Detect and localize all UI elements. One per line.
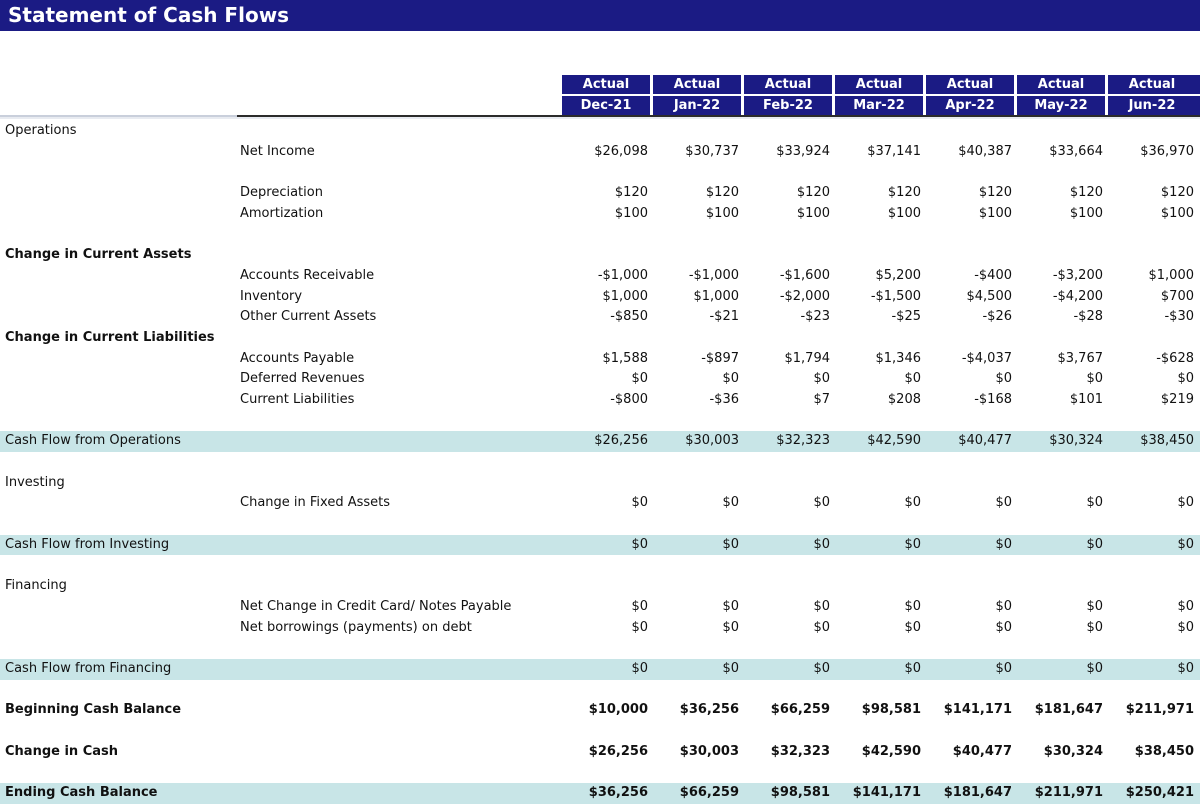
cell-value: $0	[722, 660, 739, 676]
cell-value: $32,323	[776, 433, 830, 449]
cell-value: -$25	[891, 309, 921, 325]
blank-row	[0, 762, 1200, 783]
table-row-net-borrowings-payments-on-debt	[0, 618, 1200, 639]
table-row-cash-flow-from-investing	[0, 535, 1200, 556]
cell-value: $33,924	[776, 143, 830, 159]
cell-value: $0	[995, 495, 1012, 511]
table-row-depreciation	[0, 183, 1200, 204]
table-row-change-in-cash	[0, 742, 1200, 763]
table-row-change-in-current-assets	[0, 245, 1200, 266]
cell-value: $0	[631, 660, 648, 676]
column-header-status: Actual	[1108, 75, 1196, 94]
row-label	[0, 514, 562, 535]
cell-value: $36,256	[679, 702, 739, 718]
row-label: Beginning Cash Balance	[5, 702, 182, 718]
cell-value: $0	[904, 536, 921, 552]
cell-value: $40,387	[958, 143, 1012, 159]
row-label: Depreciation	[240, 185, 323, 201]
header-sliver-top	[1196, 75, 1200, 94]
table-body	[0, 121, 1200, 804]
row-label: Operations	[5, 123, 77, 138]
cell-value: $0	[904, 495, 921, 511]
cell-value: $98,581	[770, 785, 830, 800]
cell-value: $0	[1086, 619, 1103, 635]
cell-value: $0	[995, 619, 1012, 635]
column-headers	[562, 75, 1199, 115]
cell-value: $141,171	[943, 702, 1012, 718]
row-label: Cash Flow from Operations	[5, 433, 181, 449]
cell-value: $208	[887, 391, 921, 407]
column-jun-22	[1108, 75, 1199, 115]
cell-value: -$23	[800, 309, 830, 325]
column-header-period: Jan-22	[653, 96, 741, 115]
column-header-status: Actual	[744, 75, 832, 94]
table-row-net-change-in-credit-card-notes-payable	[0, 597, 1200, 618]
row-label	[0, 411, 562, 432]
cell-value: $211,971	[1125, 702, 1194, 718]
column-header-period: Feb-22	[744, 96, 832, 115]
cell-value: $26,098	[594, 143, 648, 159]
cell-value: $0	[1177, 660, 1194, 676]
cell-value: $30,003	[679, 743, 739, 759]
table-row-operations	[0, 121, 1200, 142]
table-row-accounts-receivable	[0, 266, 1200, 287]
column-header-period: Mar-22	[835, 96, 923, 115]
row-label	[0, 224, 562, 245]
blank-row	[0, 411, 1200, 432]
cell-value: $120	[1069, 185, 1103, 201]
cell-value: $0	[995, 536, 1012, 552]
table-row-net-income	[0, 142, 1200, 163]
cell-value: -$400	[974, 267, 1012, 283]
row-label: Current Liabilities	[240, 391, 355, 407]
cell-value: $120	[705, 185, 739, 201]
cell-value: $0	[995, 371, 1012, 387]
row-label: Change in Cash	[5, 743, 119, 759]
table-row-deferred-revenues	[0, 369, 1200, 390]
blank-row	[0, 638, 1200, 659]
column-header-period: Dec-21	[562, 96, 650, 115]
cell-value: $26,256	[594, 433, 648, 449]
cell-value: $0	[1177, 495, 1194, 511]
table-row-ending-cash-balance	[0, 783, 1200, 804]
table-row-current-liabilities	[0, 390, 1200, 411]
cell-value: $30,003	[685, 433, 739, 449]
table-row-investing	[0, 473, 1200, 494]
cell-value: -$28	[1073, 309, 1103, 325]
row-label: Ending Cash Balance	[5, 785, 158, 800]
header-sliver-bottom	[1196, 96, 1200, 115]
row-label	[0, 162, 562, 183]
cell-value: $0	[722, 371, 739, 387]
cell-value: $1,588	[602, 350, 648, 366]
cell-value: $42,590	[867, 433, 921, 449]
cell-value: $100	[614, 205, 648, 221]
row-label: Accounts Receivable	[240, 267, 375, 283]
cell-value: $0	[813, 371, 830, 387]
cell-value: $0	[1177, 371, 1194, 387]
cell-value: $0	[631, 495, 648, 511]
cell-value: $0	[631, 371, 648, 387]
cell-value: $0	[995, 660, 1012, 676]
row-label: Investing	[5, 474, 65, 490]
column-mar-22	[835, 75, 926, 115]
column-may-22	[1017, 75, 1108, 115]
row-label: Other Current Assets	[240, 309, 377, 325]
cell-value: -$800	[610, 391, 648, 407]
cell-value: -$1,600	[779, 267, 830, 283]
cell-value: $66,259	[679, 785, 739, 800]
cell-value: $0	[631, 598, 648, 614]
cell-value: $0	[631, 619, 648, 635]
row-label: Accounts Payable	[240, 350, 355, 366]
cell-value: $700	[1160, 288, 1194, 304]
cell-value: $101	[1069, 391, 1103, 407]
row-label	[0, 638, 562, 659]
column-header-period: Jun-22	[1108, 96, 1196, 115]
cell-value: $0	[813, 619, 830, 635]
cell-value: $0	[722, 495, 739, 511]
cell-value: -$2,000	[779, 288, 830, 304]
cell-value: $100	[978, 205, 1012, 221]
cell-value: $0	[1177, 619, 1194, 635]
table-row-cash-flow-from-operations	[0, 431, 1200, 452]
cell-value: $181,647	[1034, 702, 1103, 718]
column-header-period: Apr-22	[926, 96, 1014, 115]
row-label: Change in Current Assets	[5, 247, 192, 263]
cell-value: $211,971	[1034, 785, 1103, 800]
cell-value: $0	[904, 660, 921, 676]
cell-value: $0	[722, 536, 739, 552]
cell-value: $32,323	[770, 743, 830, 759]
cell-value: $1,346	[875, 350, 921, 366]
cell-value: $0	[813, 598, 830, 614]
row-label: Deferred Revenues	[240, 371, 365, 387]
cell-value: -$36	[709, 391, 739, 407]
blank-row	[0, 514, 1200, 535]
cell-value: $66,259	[770, 702, 830, 718]
cell-value: -$1,000	[597, 267, 648, 283]
cell-value: $0	[722, 619, 739, 635]
blank-row	[0, 224, 1200, 245]
table-row-change-in-fixed-assets	[0, 493, 1200, 514]
cell-value: $36,256	[588, 785, 648, 800]
row-label: Change in Fixed Assets	[240, 495, 391, 511]
cell-value: $37,141	[867, 143, 921, 159]
cell-value: $38,450	[1140, 433, 1194, 449]
cell-value: $10,000	[588, 702, 648, 718]
cell-value: $0	[1177, 598, 1194, 614]
row-label: Change in Current Liabilities	[5, 329, 215, 345]
cell-value: -$850	[610, 309, 648, 325]
cell-value: $38,450	[1134, 743, 1194, 759]
cell-value: $100	[705, 205, 739, 221]
cell-value: $0	[904, 598, 921, 614]
cell-value: -$897	[701, 350, 739, 366]
cell-value: $1,000	[602, 288, 648, 304]
cell-value: $100	[887, 205, 921, 221]
cell-value: $141,171	[852, 785, 921, 800]
partial-next-column	[1196, 75, 1200, 115]
cell-value: $30,324	[1043, 743, 1103, 759]
row-label: Net Change in Credit Card/ Notes Payable	[240, 598, 512, 614]
cell-value: $120	[796, 185, 830, 201]
cell-value: $100	[1160, 205, 1194, 221]
blank-row	[0, 555, 1200, 576]
column-header-status: Actual	[562, 75, 650, 94]
cell-value: -$30	[1164, 309, 1194, 325]
table-row-inventory	[0, 287, 1200, 308]
cell-value: $40,477	[952, 743, 1012, 759]
table-row-other-current-assets	[0, 307, 1200, 328]
cell-value: $219	[1160, 391, 1194, 407]
cell-value: $100	[1069, 205, 1103, 221]
row-label: Inventory	[240, 288, 303, 304]
blank-row	[0, 680, 1200, 701]
column-header-status: Actual	[835, 75, 923, 94]
cell-value: $0	[631, 536, 648, 552]
cell-value: $33,664	[1049, 143, 1103, 159]
blank-row	[0, 162, 1200, 183]
cell-value: $98,581	[861, 702, 921, 718]
column-header-status: Actual	[653, 75, 741, 94]
cell-value: $26,256	[588, 743, 648, 759]
cell-value: $0	[1086, 495, 1103, 511]
row-label	[0, 680, 562, 701]
table-row-amortization	[0, 204, 1200, 225]
cell-value: $3,767	[1057, 350, 1103, 366]
cell-value: $0	[813, 660, 830, 676]
blank-row	[0, 452, 1200, 473]
cell-value: -$21	[709, 309, 739, 325]
cell-value: $7	[813, 391, 830, 407]
cell-value: $1,000	[1148, 267, 1194, 283]
row-label: Amortization	[240, 205, 324, 221]
cell-value: $120	[614, 185, 648, 201]
cell-value: $120	[1160, 185, 1194, 201]
cell-value: $1,794	[784, 350, 830, 366]
page-title: Statement of Cash Flows	[8, 3, 290, 27]
cell-value: $30,737	[685, 143, 739, 159]
cell-value: $0	[1086, 371, 1103, 387]
cell-value: $0	[722, 598, 739, 614]
header-underline-shadow	[0, 117, 1200, 119]
title-bar	[0, 0, 1200, 31]
cell-value: $5,200	[875, 267, 921, 283]
row-label	[0, 721, 562, 742]
table-row-cash-flow-from-financing	[0, 659, 1200, 680]
cell-value: $36,970	[1140, 143, 1194, 159]
row-label	[0, 452, 562, 473]
row-label: Cash Flow from Investing	[5, 536, 170, 552]
cell-value: -$628	[1156, 350, 1194, 366]
row-label	[0, 555, 562, 576]
cell-value: $40,477	[958, 433, 1012, 449]
table-row-beginning-cash-balance	[0, 700, 1200, 721]
column-header-status: Actual	[1017, 75, 1105, 94]
row-label: Financing	[5, 578, 67, 594]
cell-value: -$26	[982, 309, 1012, 325]
cell-value: $4,500	[966, 288, 1012, 304]
column-header-period: May-22	[1017, 96, 1105, 115]
cell-value: $0	[1086, 598, 1103, 614]
column-apr-22	[926, 75, 1017, 115]
cell-value: $120	[887, 185, 921, 201]
cell-value: -$168	[974, 391, 1012, 407]
cell-value: $0	[1177, 536, 1194, 552]
cell-value: -$4,037	[961, 350, 1012, 366]
row-label: Net Income	[240, 143, 315, 159]
cell-value: $30,324	[1049, 433, 1103, 449]
cell-value: -$4,200	[1052, 288, 1103, 304]
cell-value: $0	[1086, 660, 1103, 676]
cell-value: -$1,500	[870, 288, 921, 304]
cell-value: $100	[796, 205, 830, 221]
table-row-financing	[0, 576, 1200, 597]
cell-value: $1,000	[693, 288, 739, 304]
cell-value: $120	[978, 185, 1012, 201]
column-jan-22	[653, 75, 744, 115]
column-dec-21	[562, 75, 653, 115]
table-row-accounts-payable	[0, 349, 1200, 370]
row-label: Net borrowings (payments) on debt	[240, 619, 472, 635]
blank-row	[0, 721, 1200, 742]
cell-value: $0	[904, 371, 921, 387]
cell-value: $0	[813, 536, 830, 552]
cell-value: $0	[904, 619, 921, 635]
cell-value: $250,421	[1125, 785, 1194, 800]
cell-value: $0	[1086, 536, 1103, 552]
cell-value: $0	[995, 598, 1012, 614]
row-label: Cash Flow from Financing	[5, 660, 172, 676]
cell-value: -$1,000	[688, 267, 739, 283]
cell-value: $0	[813, 495, 830, 511]
cell-value: -$3,200	[1052, 267, 1103, 283]
cell-value: $181,647	[943, 785, 1012, 800]
cell-value: $42,590	[861, 743, 921, 759]
row-label	[0, 762, 562, 783]
column-feb-22	[744, 75, 835, 115]
table-row-change-in-current-liabilities	[0, 328, 1200, 349]
column-header-status: Actual	[926, 75, 1014, 94]
